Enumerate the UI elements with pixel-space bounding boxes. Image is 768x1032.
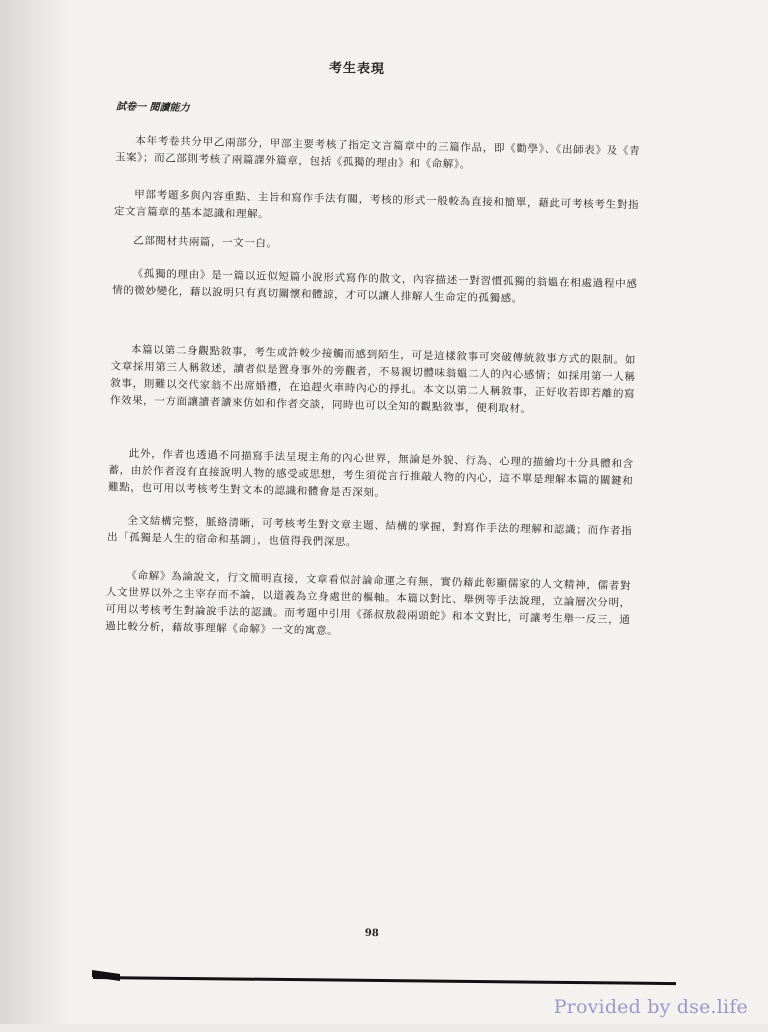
paragraph-8: 《命解》為論說文，行文簡明直接，文章看似討論命運之有無，實仍藉此彰顯儒家的人文精神，儒者對人文世界以外之主宰存而不論，以道義為立身處世的樞軸。本篇以對比、舉例等手法說理，立論層次分明，可用以考核考生對論說手法的認識。而考題中引用《孫叔敖殺兩頭蛇》和本文對比，可讓考生舉一反三，通過比較分析，藉故事理解《命解》一文的寓意。 (105, 569, 632, 638)
paragraph-1: 本年考卷共分甲乙兩部分，甲部主要考核了指定文言篇章中的三篇作品，即《勸學》、《出師表》及《青玉案》；而乙部則考核了兩篇課外篇章，包括《孤獨的理由》和《命解》。 (114, 134, 641, 171)
section-heading: 試卷一 閱讀能力 (115, 101, 190, 114)
paragraph-7: 全文結構完整，脈絡清晰，可考核考生對文章主題、結構的掌握，對寫作手法的理解和認識；而作者指出「孤獨是人生的宿命和基調」，也值得我們深思。 (106, 514, 633, 549)
paragraph-4: 《孤獨的理由》是一篇以近似短篇小說形式寫作的散文，內容描述一對習慣孤獨的翁媼在相處過程中感情的微妙變化，藉以說明只有真切關懷和體諒，才可以讓人排解人生命定的孤獨感。 (112, 267, 638, 305)
paragraph-3: 乙部閱材共兩篇，一文一白。 (133, 234, 278, 250)
paragraph-6: 此外，作者也透過不同描寫手法呈現主角的內心世界，無論是外貌、行為、心理的描繪均十分具體和含蓄，由於作者沒有直接說明人物的感受或思想，考生須從言行推敲人物的內心，這不單是理解本篇的關鍵和難點，也可用以考核考生對文本的認識和體會是否深刻。 (107, 447, 634, 500)
watermark: Provided by dse.life (553, 996, 748, 1018)
page-title: 考生表現 (328, 60, 386, 78)
page-number: 98 (364, 927, 379, 940)
paragraph-2: 甲部考題多與內容重點、主旨和寫作手法有關，考核的形式一般較為直接和簡單，藉此可考核考生對指定文言篇章的基本認識和理解。 (113, 188, 640, 221)
paragraph-5: 本篇以第二身觀點敘事，考生或許較少接觸而感到陌生，可是這樣敘事可突破傳統敘事方式的限制。如文章採用第三人稱敘述，讀者似是置身事外的旁觀者，不易親切體味翁媼二人的內心感情；如採用第一人稱敘事，則難以交代家翁不出席婚禮，在追趕火車時內心的掙扎。本文以第二人稱敘事，正好收若即若離的寫作效果，一方面讓讀者讀來仿如和作者交談，同時也可以全知的觀點敘事，便利取材。 (109, 343, 637, 416)
